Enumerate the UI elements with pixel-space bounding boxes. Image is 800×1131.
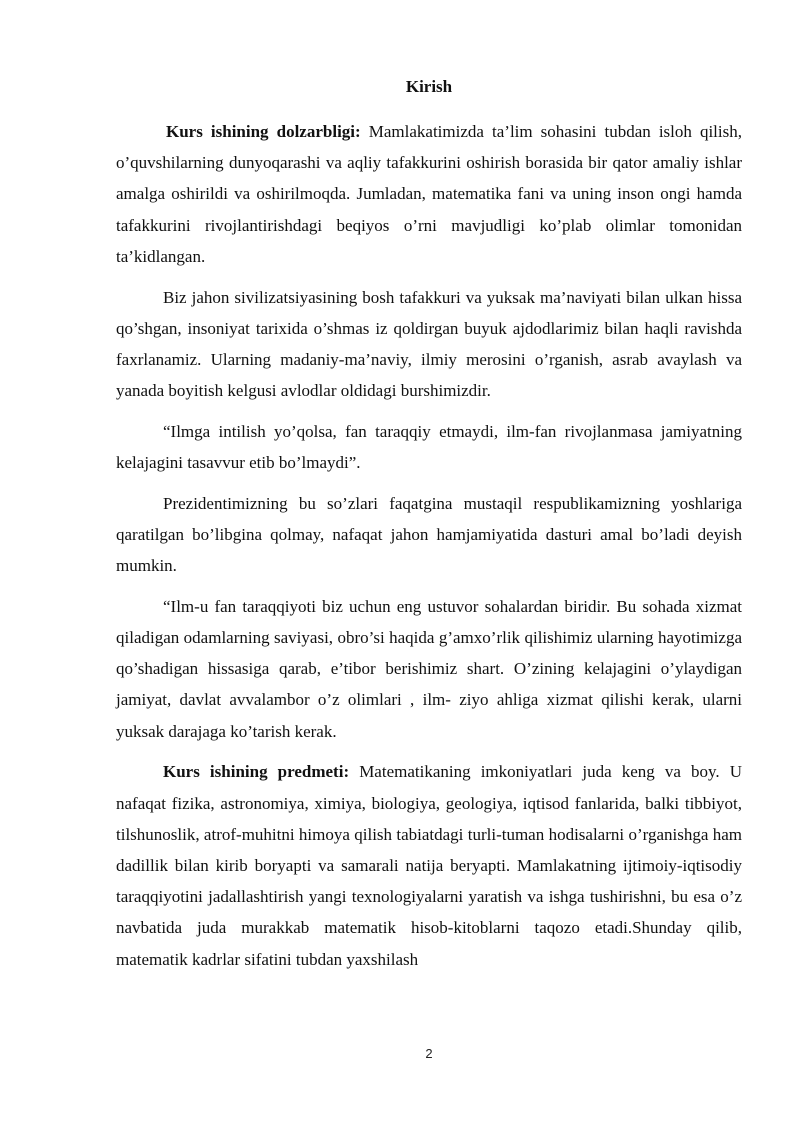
- paragraph-text: “Ilm-u fan taraqqiyoti biz uchun eng ustuvor sohalardan biridir. Bu sohada xizmat qiladigan odamlarning saviyasi, obro’si haqida g’amxo’rlik qilishimiz ularning hayotimizga qo’shadigan hissasiga qarab, e’tibor berishimiz shart. O’zining kelajagini o’ylaydigan jamiyat, davlat avvalambor o’z olimlari , ilm- ziyo ahliga xizmat qilishi kerak, ularni yuksak darajaga ko’tarish kerak.: [116, 596, 742, 741]
- page-title: Kirish: [405, 77, 453, 96]
- paragraph-relevance: [116, 116, 742, 272]
- paragraph-lead: Kurs ishining dolzarbligi:: [166, 122, 361, 141]
- paragraph-text: Mamlakatimizda ta’lim sohasini tubdan isloh qilish, o’quvshilarning dunyoqarashi va aqliy tafakkurini oshirish borasida bir qator amaliy ishlar amalga oshirildi va oshirilmoqda. Jumladan, matematika fani va uning inson ongi hamda tafakkurini rivojlantirishdagi beqiyos o’rni mavjudligi ko’plab olimlar tomonidan ta’kidlangan.: [116, 122, 742, 266]
- page-number: 2: [425, 1046, 433, 1061]
- paragraph-subject: [116, 756, 742, 974]
- body-text: [116, 116, 742, 984]
- paragraph-quote: [116, 416, 742, 478]
- paragraph-text: Matematikaning imkoniyatlari juda keng va boy. U nafaqat fizika, astronomiya, ximiya, biologiya, geologiya, iqtisod fanlarida, balki tibbiyot, tilshunoslik, atrof-muhitni himoya qilish tabiatdagi turli-tuman hodisalarni o’rganishga ham dadillik bilan kirib boryapti va samarali natija beryapti. Mamlakatning ijtimoiy-iqtisodiy taraqqiyotini jadallashtirish yangi texnologiyalarni yaratish va ishga tushirishni, bu esa o’z navbatida juda murakkab matematik hisob-kitoblarni taqozo etadi.Shunday qilib, matematik kadrlar sifatini tubdan yaxshilash: [116, 762, 742, 969]
- paragraph-president: [116, 488, 742, 582]
- paragraph-science: [116, 591, 742, 747]
- paragraph-lead: Kurs ishining predmeti:: [163, 762, 350, 782]
- paragraph-heritage: [116, 282, 742, 407]
- paragraph-text: Prezidentimizning bu so’zlari faqatgina mustaqil respublikamizning yoshlariga qaratilgan bo’libgina qolmay, nafaqat jahon hamjamiyatida dasturi amal bo’ladi deyish mumkin.: [116, 493, 742, 576]
- paragraph-text: Biz jahon sivilizatsiyasining bosh tafakkuri va yuksak ma’naviyati bilan ulkan hissa qo’shgan, insoniyat tarixida o’shmas iz qoldirgan buyuk ajdodlarimiz bilan haqli ravishda faxrlanamiz. Ularning madaniy-ma’naviy, ilmiy merosini o’rganish, asrab avaylash va yanada boyitish kelgusi avlodlar oldidagi burshimizdir.: [116, 287, 742, 401]
- paragraph-text: “Ilmga intilish yo’qolsa, fan taraqqiy etmaydi, ilm-fan rivojlanmasa jamiyatning kelajagini tasavvur etib bo’lmaydi”.: [116, 421, 742, 473]
